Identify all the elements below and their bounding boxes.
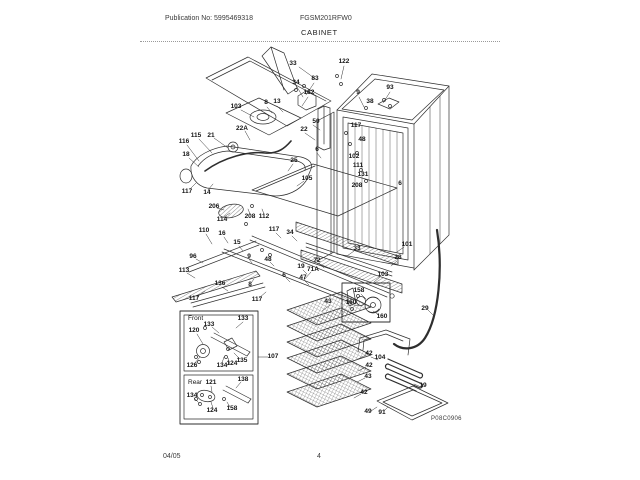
part-callout-208: 208 [351,181,363,189]
part-callout-116: 116 [178,137,190,145]
part-callout-134: 134 [186,391,198,399]
part-callout-135: 135 [236,356,248,364]
part-callout-96: 96 [189,252,197,260]
part-callout-47: 47 [299,273,307,281]
part-callout-19: 19 [297,262,305,270]
part-callout-182: 182 [303,88,315,96]
part-callout-133: 133 [203,320,215,328]
part-callout-112: 112 [258,212,270,220]
part-callout-49: 49 [364,407,372,415]
part-callout-42: 42 [365,349,373,357]
part-callout-206: 206 [208,202,220,210]
part-callout-138: 138 [237,375,249,383]
part-callout-103: 103 [377,270,389,278]
part-callout-21: 21 [207,131,215,139]
inset-front-label: Front [188,315,204,322]
page-title: CABINET [301,28,338,37]
part-callout-22: 22 [300,125,308,133]
part-callout-43: 43 [324,297,332,305]
part-callout-19: 19 [419,381,427,389]
part-callout-158: 158 [353,286,365,294]
part-callout-18: 18 [182,150,190,158]
part-callout-91: 91 [378,408,386,416]
part-callout-72: 72 [313,256,321,264]
part-callout-158: 158 [226,404,238,412]
footer-page-number: 4 [317,453,321,460]
part-callout-93: 93 [386,83,394,91]
part-callout-133: 133 [237,314,249,322]
part-callout-111: 111 [352,161,364,169]
part-callout-115: 115 [190,131,202,139]
part-callout-117: 117 [188,294,200,302]
part-callout-117: 117 [181,187,193,195]
part-callout-28: 28 [394,253,402,261]
part-callout-16: 16 [218,229,226,237]
part-callout-120: 120 [188,326,200,334]
part-callout-29: 29 [421,304,429,312]
part-callout-104: 104 [374,353,386,361]
part-callout-14: 14 [203,188,211,196]
part-callout-136: 136 [214,279,226,287]
part-callout-13: 13 [273,97,281,105]
part-callout-42: 42 [360,388,368,396]
inset-rear-label: Rear [188,379,203,386]
part-callout-42: 42 [365,361,373,369]
part-callout-124: 124 [226,359,238,367]
part-callout-113: 113 [178,266,190,274]
part-callout-110: 110 [198,226,210,234]
part-callout-50: 50 [312,117,320,125]
part-callout-83: 83 [311,74,319,82]
part-callout-38: 38 [366,97,374,105]
part-callout-117: 117 [268,225,280,233]
part-callout-8: 8 [248,280,252,288]
part-callout-124: 124 [206,406,218,414]
part-callout-8: 8 [264,98,268,106]
part-callout-9: 9 [356,88,360,96]
part-callout-6: 6 [315,145,319,153]
part-callout-103: 103 [230,102,242,110]
part-callout-25: 25 [290,156,298,164]
part-callout-131: 131 [357,170,369,178]
part-callout-33: 33 [289,59,297,67]
part-callout-121: 121 [205,378,217,386]
part-callout-117: 117 [251,295,263,303]
part-callout-114: 114 [216,215,228,223]
model-number: FGSM201RFW0 [300,15,352,22]
part-callout-160: 160 [376,312,388,320]
part-callout-126: 126 [186,361,198,369]
part-callout-9: 9 [247,252,251,260]
part-callout-6: 6 [282,271,286,279]
part-callout-102: 102 [348,152,360,160]
part-callout-48: 48 [264,255,272,263]
part-callout-33: 33 [353,244,361,252]
part-callout-15: 15 [233,238,241,246]
part-callout-22A: 22A [236,124,248,132]
part-callout-6: 6 [398,179,402,187]
part-callout-105: 105 [301,174,313,182]
part-callout-134: 134 [216,361,228,369]
part-callout-107: 107 [267,352,279,360]
part-callout-48: 48 [358,135,366,143]
part-callout-208: 208 [244,212,256,220]
diagram-code: P08C0906 [431,416,462,422]
part-callout-71A: 71A [307,265,319,273]
footer-date: 04/05 [163,453,181,460]
part-callout-101: 101 [401,240,413,248]
part-callout-34: 34 [286,228,294,236]
part-callout-122: 122 [338,57,350,65]
part-callout-160: 160 [345,298,357,306]
part-callout-117: 117 [350,121,362,129]
part-callout-34: 34 [292,78,300,86]
part-callout-43: 43 [364,372,372,380]
publication-number: Publication No: 5995469318 [165,15,253,22]
